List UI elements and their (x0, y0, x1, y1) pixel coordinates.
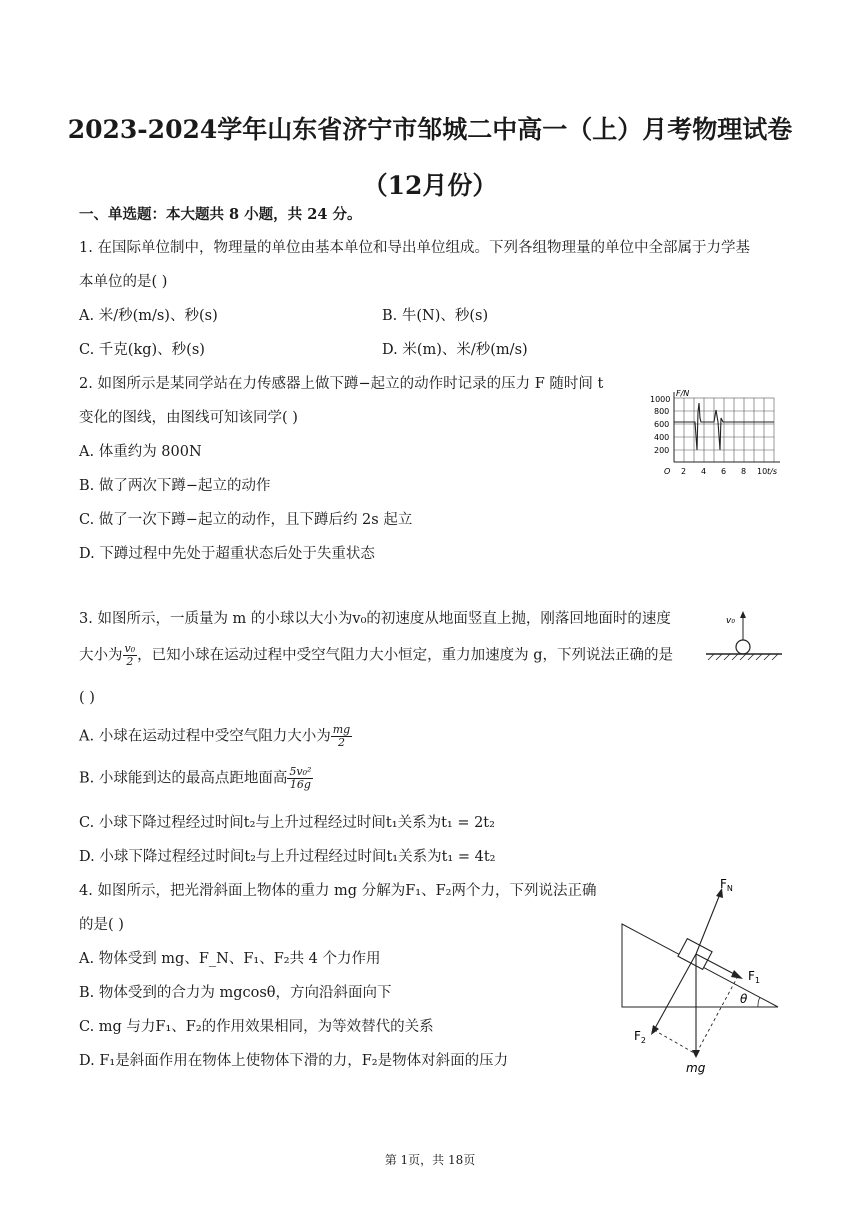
q4-option-b: B. 物体受到的合力为 mgcosθ，方向沿斜面向下 (79, 985, 392, 1001)
q4-option-c: C. mg 与力F₁、F₂的作用效果相同，为等效替代的关系 (79, 1019, 434, 1035)
theta-label: θ (740, 992, 748, 1006)
q3-option-b-text: B. 小球能到达的最高点距地面高 (79, 770, 288, 787)
q2-force-time-figure (648, 390, 784, 482)
q2-option-a: A. 体重约为 800N (79, 444, 202, 460)
q1-option-c: C. 千克(kg)、秒(s) (79, 342, 205, 358)
dashed-line (654, 1030, 696, 1054)
f1-label: $F_1$ (748, 969, 760, 985)
page-footer: 第 1页，共 18页 (384, 1153, 476, 1167)
q3-stem-line2-end: ，已知小球在运动过程中受空气阻力大小恒定，重力加速度为 g，下列说法正确的是 (137, 647, 674, 664)
q4-option-d: D. F₁是斜面作用在物体上使物体下滑的力，F₂是物体对斜面的压力 (79, 1053, 509, 1069)
arrow-head-icon (651, 1025, 659, 1035)
q3-stem-line1: 3. 如图所示，一质量为 m 的小球以大小为v₀的初速度从地面竖直上抛，刚落回地面时的速度 (79, 611, 671, 627)
fraction-numerator: 5v₀² (289, 765, 312, 778)
x-tick-2: 2 (681, 467, 687, 476)
q3-speed-fraction (123, 643, 138, 668)
fraction-numerator: v₀ (124, 642, 136, 655)
fraction-denominator: 16g (289, 778, 311, 791)
y-tick-400: 400 (654, 433, 670, 442)
q4-stem-line2: 的是( ) (79, 917, 124, 933)
fraction-numerator: mg (332, 723, 351, 736)
y-tick-600: 600 (654, 420, 670, 429)
q3-option-c: C. 小球下降过程经过时间t₂与上升过程经过时间t₁关系为t₁ = 2t₂ (79, 815, 495, 831)
ball (736, 640, 750, 654)
q3-option-b (79, 766, 313, 791)
q2-option-c: C. 做了一次下蹲−起立的动作，且下蹲后约 2s 起立 (79, 512, 413, 528)
q3-option-a-text: A. 小球在运动过程中受空气阻力大小为 (79, 728, 331, 745)
fraction-denominator: 2 (337, 736, 345, 749)
velocity-label: v₀ (726, 616, 735, 626)
q1-option-d: D. 米(m)、米/秒(m/s) (382, 342, 528, 358)
x-tick-4: 4 (701, 467, 707, 476)
section-heading: 一、单选题：本大题共 8 小题，共 24 分。 (79, 206, 362, 223)
page-title: 2023-2024学年山东省济宁市邹城二中高一（上）月考物理试卷（12月份） (67, 115, 793, 200)
x-tick-6: 6 (721, 467, 727, 476)
f2-label: $F_2$ (634, 1029, 646, 1045)
q2-option-d: D. 下蹲过程中先处于超重状态后处于失重状态 (79, 546, 375, 562)
q4-option-a: A. 物体受到 mg、F_N、F₁、F₂共 4 个力作用 (79, 951, 381, 967)
q3-option-b-fraction (287, 766, 313, 791)
y-tick-800: 800 (654, 407, 670, 416)
fraction-denominator: 2 (126, 655, 134, 668)
normal-force-arrow (696, 894, 720, 954)
q1-option-a: A. 米/秒(m/s)、秒(s) (79, 308, 218, 324)
q3-option-d: D. 小球下降过程经过时间t₂与上升过程经过时间t₁关系为t₁ = 4t₂ (79, 849, 496, 865)
arrow-head-icon (740, 611, 746, 618)
q3-ball-figure (700, 606, 786, 664)
y-axis-label: F/N (676, 390, 690, 398)
x-tick-10: 10 (757, 467, 768, 476)
q2-option-b: B. 做了两次下蹲−起立的动作 (79, 478, 271, 494)
q3-stem-line2 (79, 643, 673, 668)
x-tick-8: 8 (741, 467, 747, 476)
origin-label: O (664, 467, 671, 476)
y-tick-200: 200 (654, 446, 670, 455)
q3-option-a (79, 724, 352, 749)
q4-incline-figure (618, 872, 788, 1082)
q1-stem-line1: 1. 在国际单位制中，物理量的单位由基本单位和导出单位组成。下列各组物理量的单位中全部属于力学基 (79, 240, 750, 256)
q2-stem-line1: 2. 如图所示是某同学站在力传感器上做下蹲−起立的动作时记录的压力 F 随时间 t (79, 376, 604, 392)
q4-stem-line1: 4. 如图所示，把光滑斜面上物体的重力 mg 分解为F₁、F₂两个力，下列说法正确 (79, 883, 597, 899)
q3-stem-line2-start: 大小为 (79, 647, 123, 664)
graph-grid (674, 398, 774, 462)
q2-stem-line2: 变化的图线，由图线可知该同学( ) (79, 410, 298, 426)
q1-option-b: B. 牛(N)、秒(s) (382, 308, 489, 324)
q3-stem-line3: ( ) (79, 690, 95, 706)
x-axis-label: t/s (767, 467, 777, 476)
q1-stem-line2: 本单位的是( ) (79, 274, 168, 290)
mg-label: mg (686, 1061, 706, 1075)
ground-hatching (708, 654, 778, 660)
q3-option-a-fraction (331, 724, 352, 749)
fn-label: $F_N$ (720, 877, 733, 893)
y-tick-1000: 1000 (650, 395, 671, 404)
